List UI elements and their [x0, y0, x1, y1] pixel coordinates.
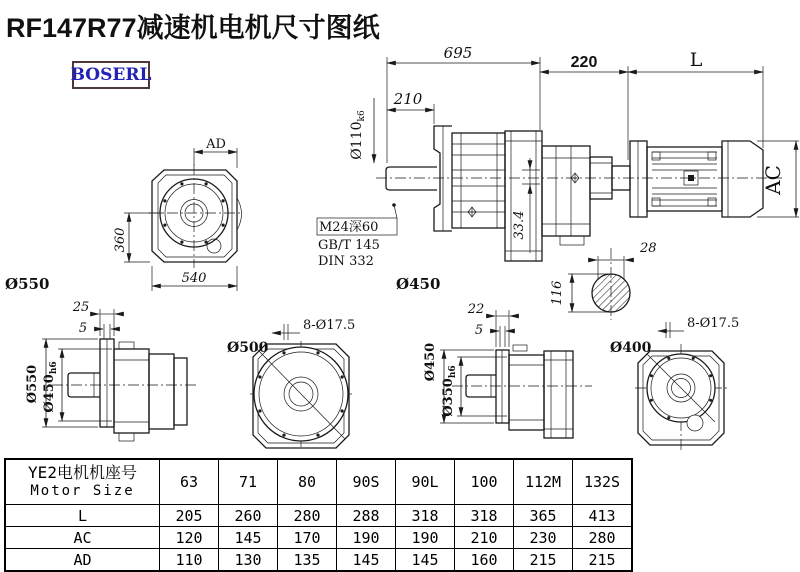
dim-ac: AC: [761, 165, 785, 195]
row-label: L: [5, 505, 160, 527]
dim-ad: AD: [206, 137, 226, 152]
dia-500-label: Ø500: [227, 340, 269, 356]
size-column-header: 63: [160, 459, 219, 505]
dim-value: 280: [573, 527, 633, 549]
motor-dimension-table: [4, 458, 633, 572]
flange-side-view-large: [25, 300, 196, 441]
flange-side-view-small: [423, 302, 592, 438]
dim-value: 145: [337, 549, 396, 572]
dim-695: 695: [443, 44, 473, 62]
dim-value: 318: [396, 505, 455, 527]
dim-value: 230: [514, 527, 573, 549]
dim-220: 220: [570, 54, 598, 71]
dim-value: 110: [160, 549, 219, 572]
dim-value: 210: [455, 527, 514, 549]
dim-value: 130: [219, 549, 278, 572]
size-column-header: 132S: [573, 459, 633, 505]
size-column-header: 80: [278, 459, 337, 505]
size-column-header: 90S: [337, 459, 396, 505]
dim-value: 160: [455, 549, 514, 572]
dim-value: 215: [573, 549, 633, 572]
dim-value: 288: [337, 505, 396, 527]
dia-outer-label: Ø550: [25, 364, 40, 404]
dia-400-label: Ø400: [610, 340, 652, 356]
dia-outer-label: Ø450: [423, 342, 438, 382]
dim-360: 360: [113, 227, 128, 253]
dia-450-label: Ø450: [396, 275, 441, 293]
row-label: AC: [5, 527, 160, 549]
dia-spigot-label: $Ø450_{h6}$: [42, 361, 59, 413]
table-row-l: [5, 505, 632, 527]
dia-spigot-label: $Ø350_{h6}$: [441, 365, 458, 417]
gear-motor-side-view: [317, 44, 799, 293]
table-header-cn: YE2电机机座号: [28, 463, 137, 483]
dim-value: 413: [573, 505, 633, 527]
dim-l: L: [689, 49, 703, 71]
gearbox-front-view: [5, 137, 242, 293]
dim-value: 318: [455, 505, 514, 527]
size-column-header: 71: [219, 459, 278, 505]
dim-116: 116: [550, 280, 565, 306]
dim-value: 205: [160, 505, 219, 527]
size-column-header: 100: [455, 459, 514, 505]
dim-540: 540: [181, 271, 207, 286]
flange-face-view-large: [227, 318, 355, 449]
dim-value: 145: [219, 527, 278, 549]
flange-face-view-small: [610, 316, 739, 450]
dim-28: 28: [640, 241, 657, 256]
size-column-header: 112M: [514, 459, 573, 505]
table-header-row: [5, 459, 632, 505]
page-title: RF147R77减速机电机尺寸图纸: [6, 13, 380, 43]
dim-value: 135: [278, 549, 337, 572]
holes-label: 8-Ø17.5: [687, 316, 740, 331]
dim-33-4: 33.4: [512, 210, 527, 240]
motor-size-header-cell: [5, 459, 160, 505]
note-gbt: GB/T 145: [318, 238, 380, 253]
boserl-logo-text: BOSERL: [70, 65, 152, 85]
dim-22: 22: [467, 302, 485, 317]
dim-value: 170: [278, 527, 337, 549]
dim-value: 215: [514, 549, 573, 572]
dim-value: 260: [219, 505, 278, 527]
table-row-ad: [5, 549, 632, 572]
dim-5: 5: [474, 323, 484, 338]
plug-mark-icon: [468, 207, 476, 217]
dim-value: 190: [337, 527, 396, 549]
dim-5: 5: [78, 321, 88, 336]
note-m24: M24深60: [319, 220, 379, 235]
table-header-en: Motor Size: [30, 483, 135, 500]
holes-label: 8-Ø17.5: [303, 318, 356, 333]
motor-fins: [652, 152, 717, 206]
dim-value: 190: [396, 527, 455, 549]
shaft-dia-label: $Ø110_{k6}$: [349, 110, 367, 160]
table-row-ac: [5, 527, 632, 549]
dim-210: 210: [393, 90, 423, 108]
dim-value: 120: [160, 527, 219, 549]
size-column-header: 90L: [396, 459, 455, 505]
dim-value: 280: [278, 505, 337, 527]
dia-550-label: Ø550: [5, 275, 50, 293]
dim-25: 25: [72, 300, 90, 315]
dim-value: 145: [396, 549, 455, 572]
note-din: DIN 332: [318, 254, 374, 269]
row-label: AD: [5, 549, 160, 572]
dim-value: 365: [514, 505, 573, 527]
shaft-cross-section: [550, 241, 657, 320]
